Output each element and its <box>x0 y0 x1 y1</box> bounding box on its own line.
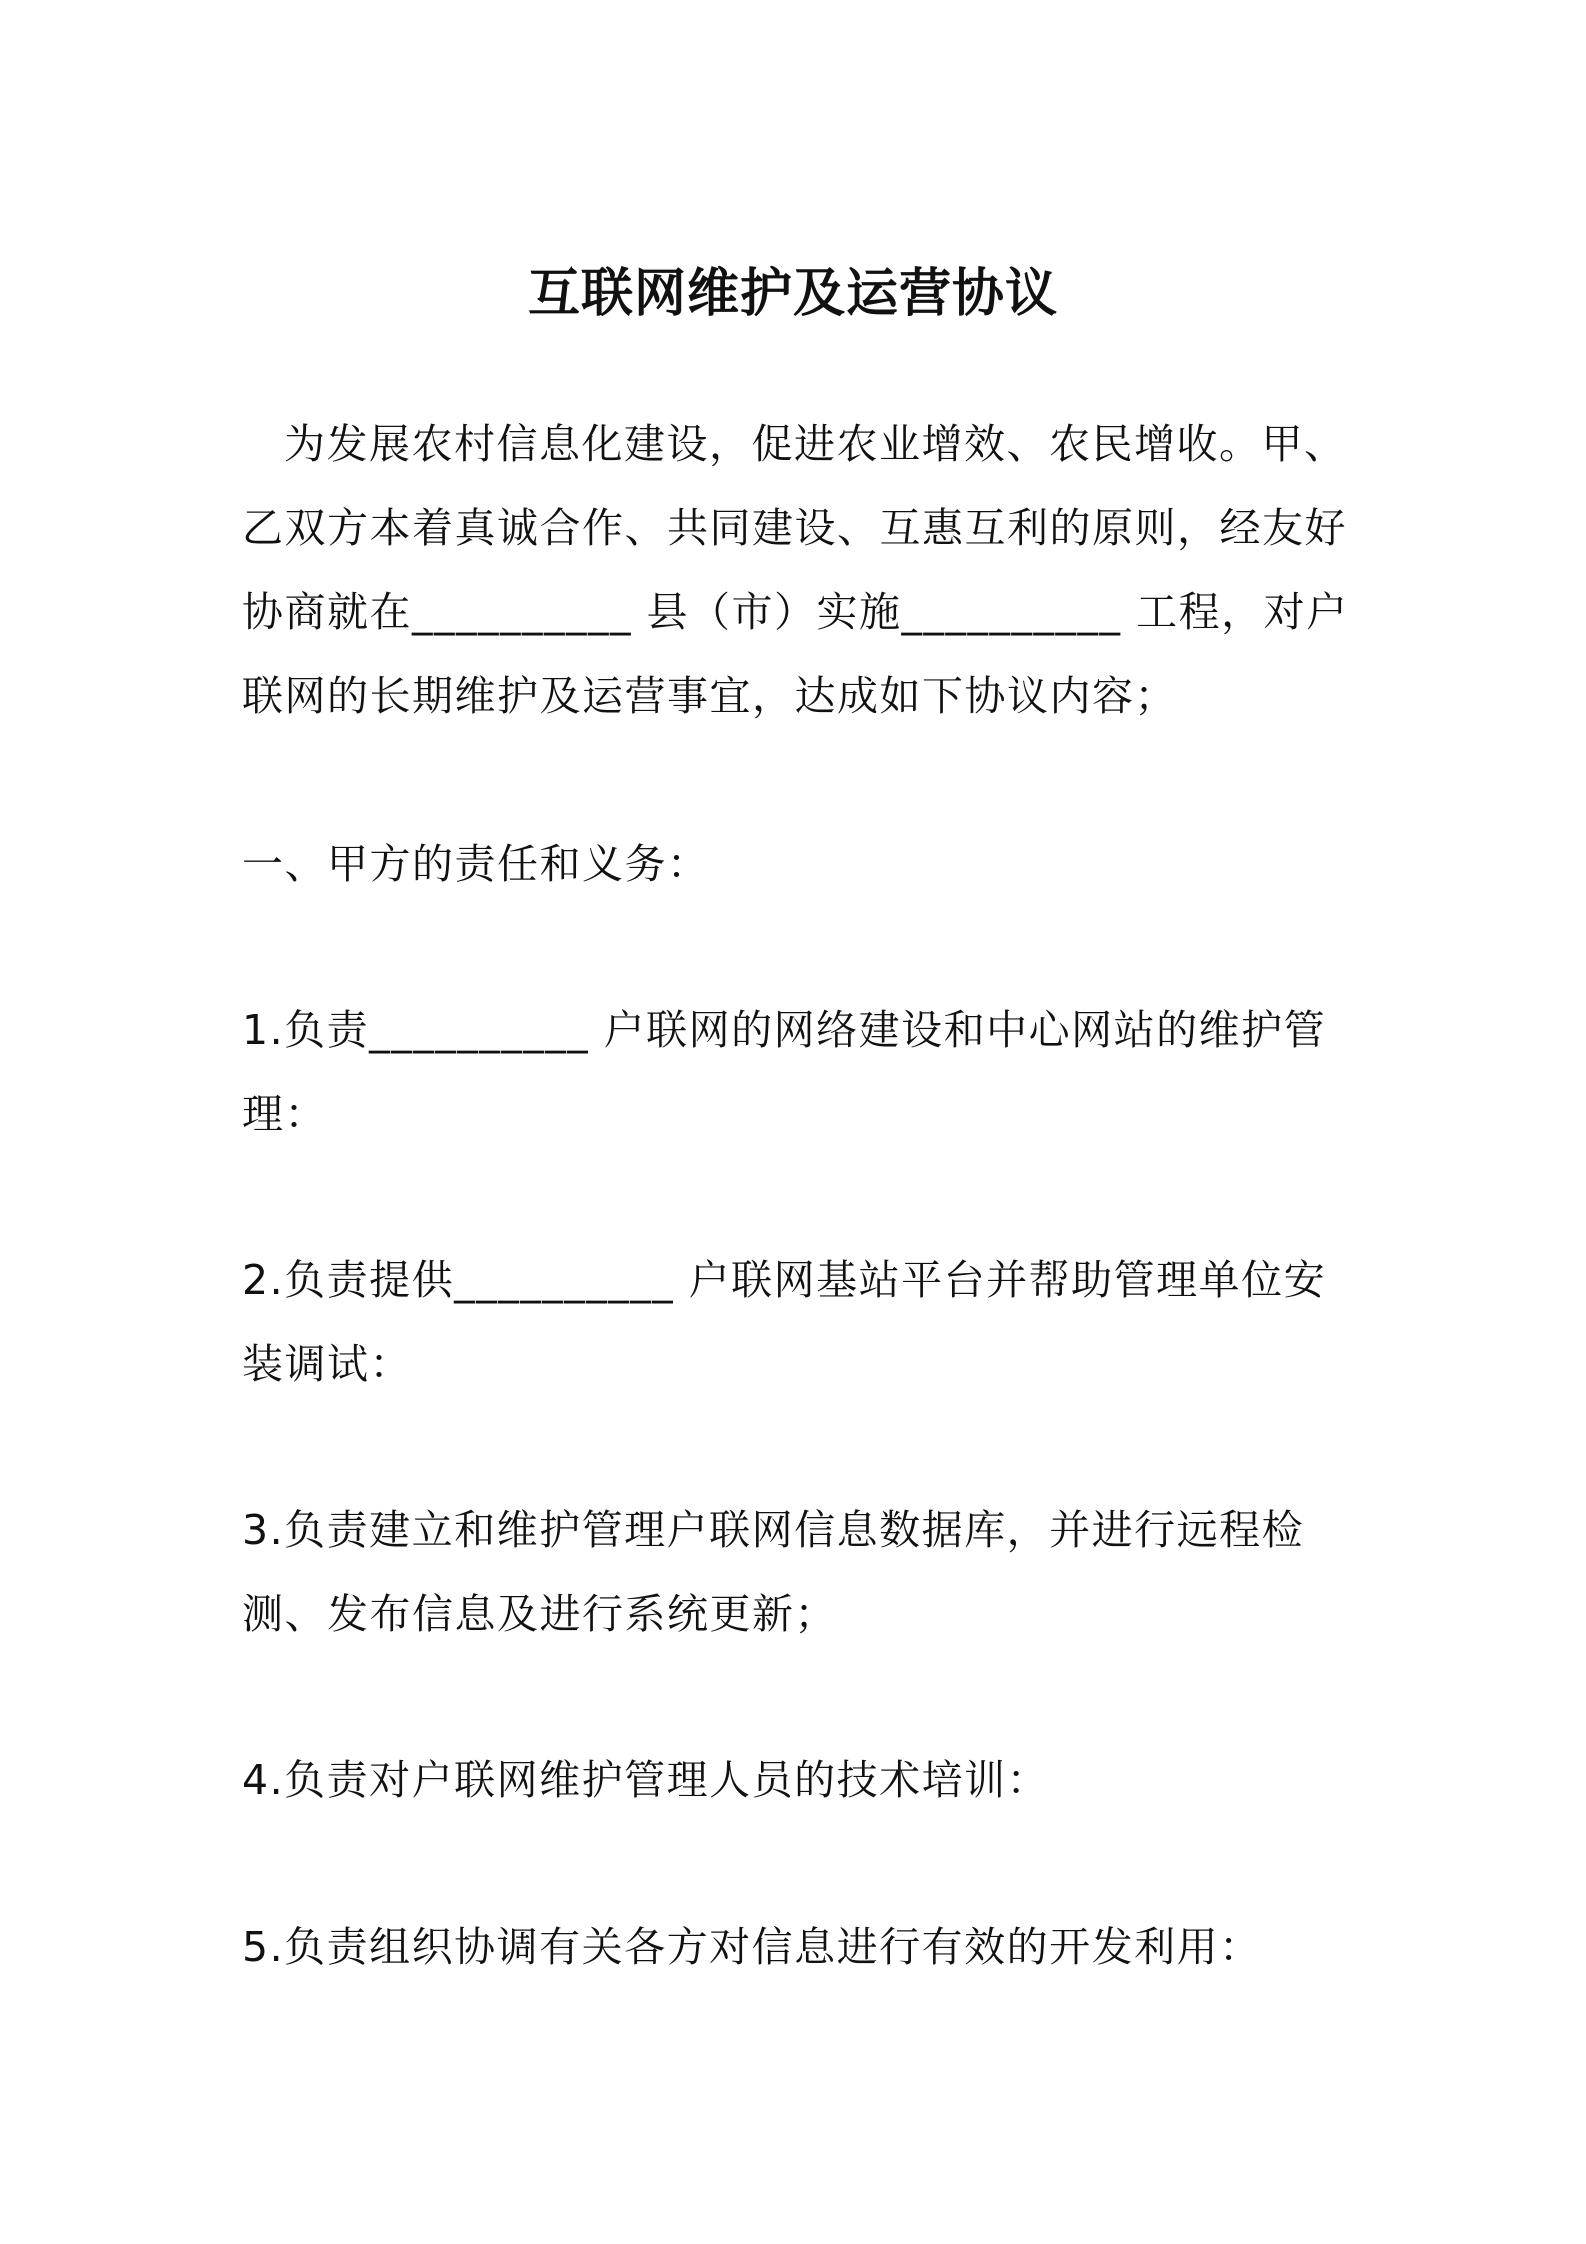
document-title: 互联网维护及运营协议 <box>527 264 1058 324</box>
clause-item-5: 5.负责组织协调有关各方对信息进行有效的开发利用： <box>242 1923 1262 1971</box>
intro-paragraph: 为发展农村信息化建设，促进农业增效、农民增收。甲、乙双方本着真诚合作、共同建设、互惠互利的原则，经友好协商就在__________ 县（市）实施__________ 工程，对户联网的长期维护及运营事宜，达成如下协议内容； <box>242 420 1349 720</box>
clause-item-4: 4.负责对户联网维护管理人员的技术培训： <box>242 1756 1050 1804</box>
section-heading: 一、甲方的责任和义务： <box>242 840 710 888</box>
clause-item-1: 1.负责__________ 户联网的网络建设和中心网站的维护管理： <box>242 1006 1327 1138</box>
clause-item-2: 2.负责提供__________ 户联网基站平台并帮助管理单位安装调试： <box>242 1256 1327 1388</box>
clause-item-3: 3.负责建立和维护管理户联网信息数据库，并进行远程检测、发布信息及进行系统更新； <box>242 1506 1305 1638</box>
